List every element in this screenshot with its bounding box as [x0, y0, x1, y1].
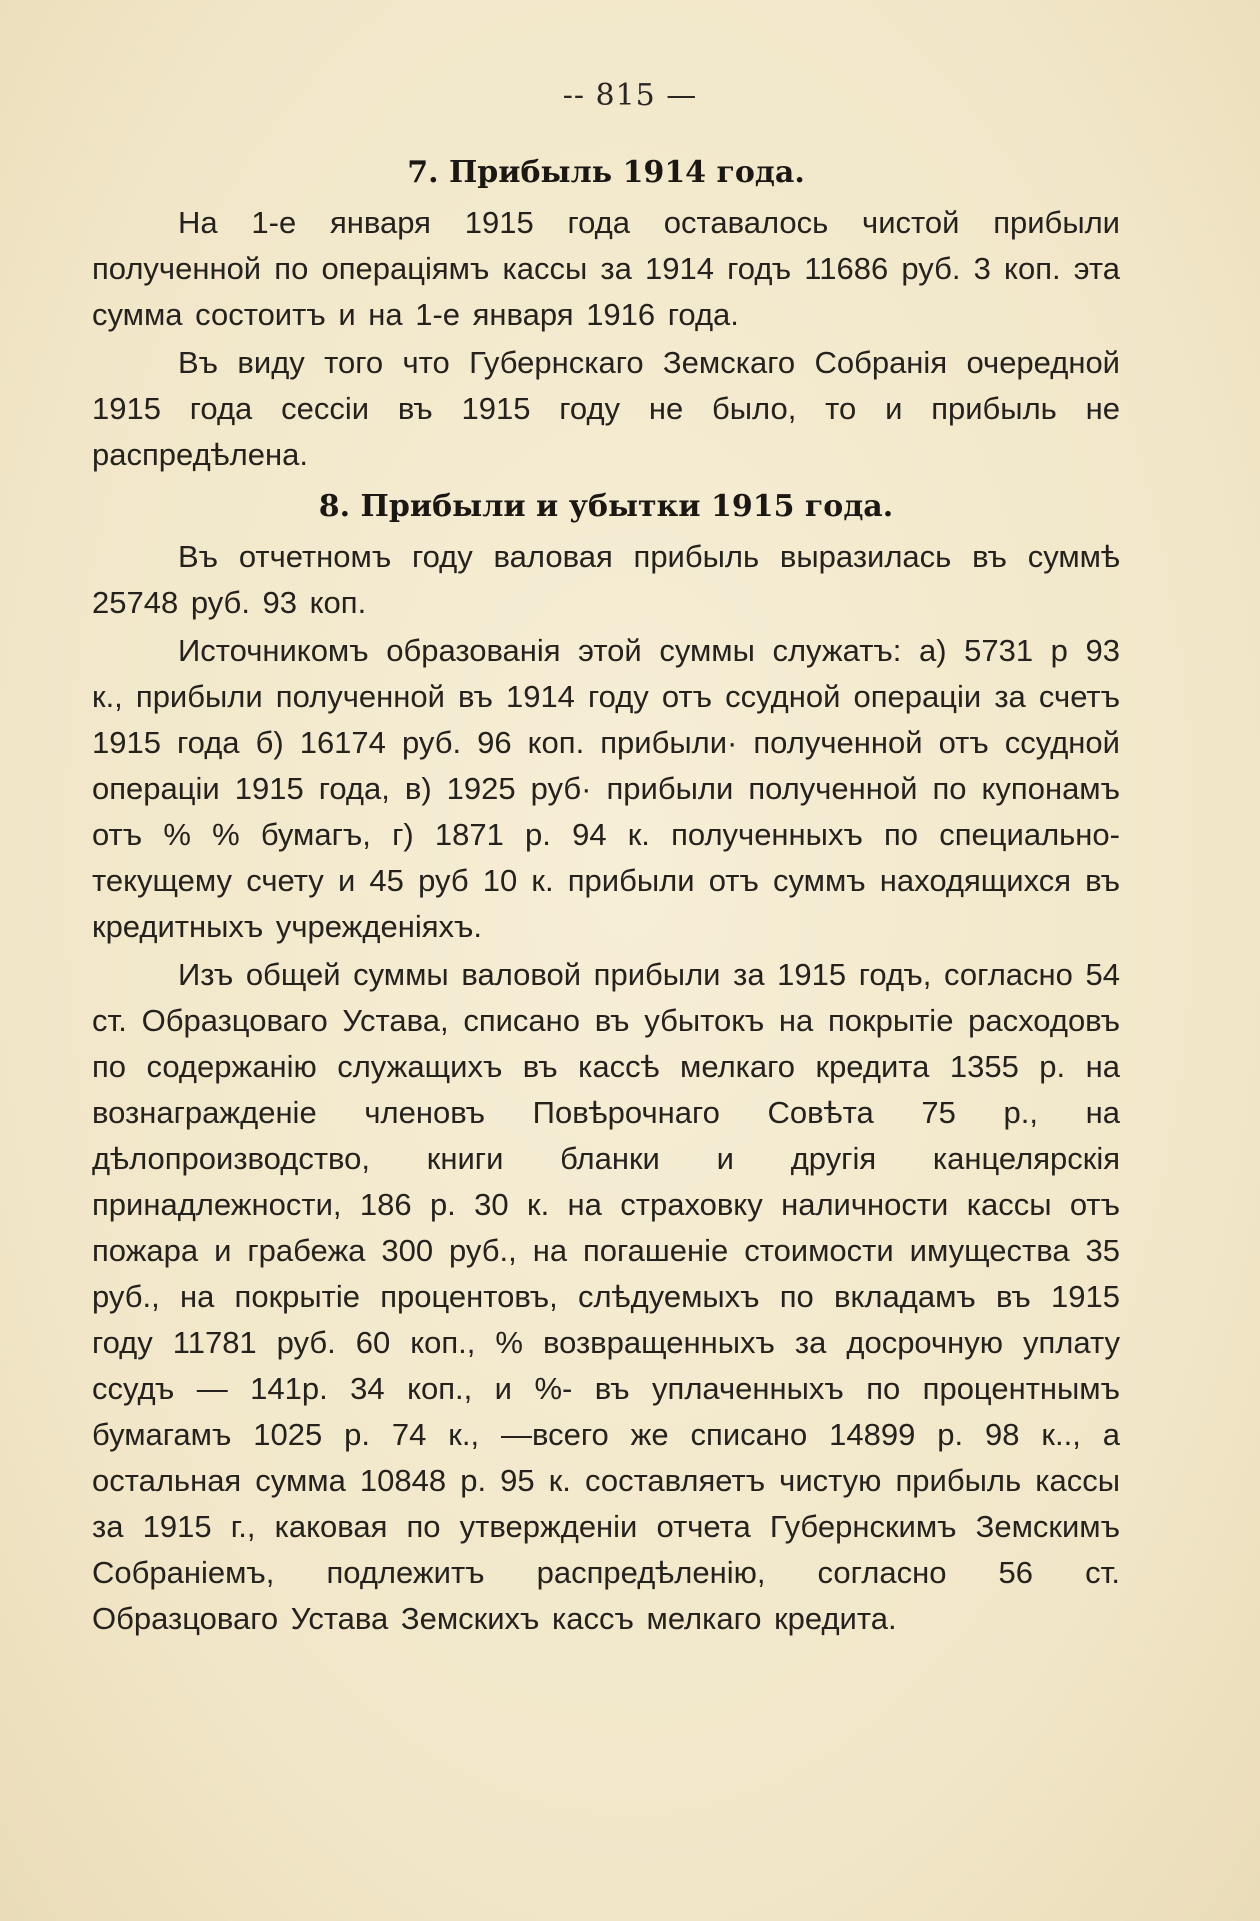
document-body: [92, 150, 1120, 1642]
paragraph: Источникомъ образованія этой суммы служатъ: а) 5731 р 93 к., прибыли полученной въ 1914 году отъ ссудной операціи за счетъ 1915 года б) 16174 руб. 96 коп. прибыли· полученной отъ ссудной операціи 1915 года, в) 1925 руб· прибыли полученной по купонамъ отъ % % бумагъ, г) 1871 р. 94 к. полученныхъ по специально-текущему счету и 45 руб 10 к. прибыли отъ суммъ находящихся въ кредитныхъ учрежденіяхъ.: [92, 633, 1120, 944]
paragraph: Изъ общей суммы валовой прибыли за 1915 годъ, согласно 54 ст. Образцоваго Устава, списано въ убытокъ на покрытіе расходовъ по содержанію служащихъ въ кассѣ мелкаго кредита 1355 р. на вознагражденіе членовъ Повѣрочнаго Совѣта 75 р., на дѣлопроизводство, книги бланки и другія канцелярскія принадлежности, 186 р. 30 к. на страховку наличности кассы отъ пожара и грабежа 300 руб., на погашеніе стоимости имущества 35 руб., на покрытіе процентовъ, слѣдуемыхъ по вкладамъ въ 1915 году 11781 руб. 60 коп., % возвращенныхъ за досрочную уплату ссудъ — 141р. 34 коп., и %- въ уплаченныхъ по процентнымъ бумагамъ 1025 р. 74 к., —всего же списано 14899 р. 98 к.., а остальная сумма 10848 р. 95 к. составляетъ чистую прибыль кассы за 1915 г., каковая по утвержденіи отчета Губернскимъ Земскимъ Собраніемъ, подлежитъ распредѣленію, согласно 56 ст. Образцоваго Устава Земскихъ кассъ мелкаго кредита.: [92, 957, 1120, 1636]
section-heading: 8. Прибыли и убытки 1915 года.: [318, 489, 894, 524]
section-heading: 7. Прибыль 1914 года.: [407, 155, 805, 190]
page-number: -- 815 —: [562, 78, 698, 113]
paragraph: На 1-е января 1915 года оставалось чистой прибыли полученной по операціямъ кассы за 1914 годъ 11686 руб. 3 коп. эта сумма состоитъ и на 1-е января 1916 года.: [92, 205, 1120, 332]
paragraph: Въ виду того что Губернскаго Земскаго Собранія очередной 1915 года сессіи въ 1915 году не было, то и прибыль не распредѣлена.: [92, 345, 1120, 472]
paragraph: Въ отчетномъ году валовая прибыль выразилась въ суммѣ 25748 руб. 93 коп.: [92, 539, 1120, 620]
